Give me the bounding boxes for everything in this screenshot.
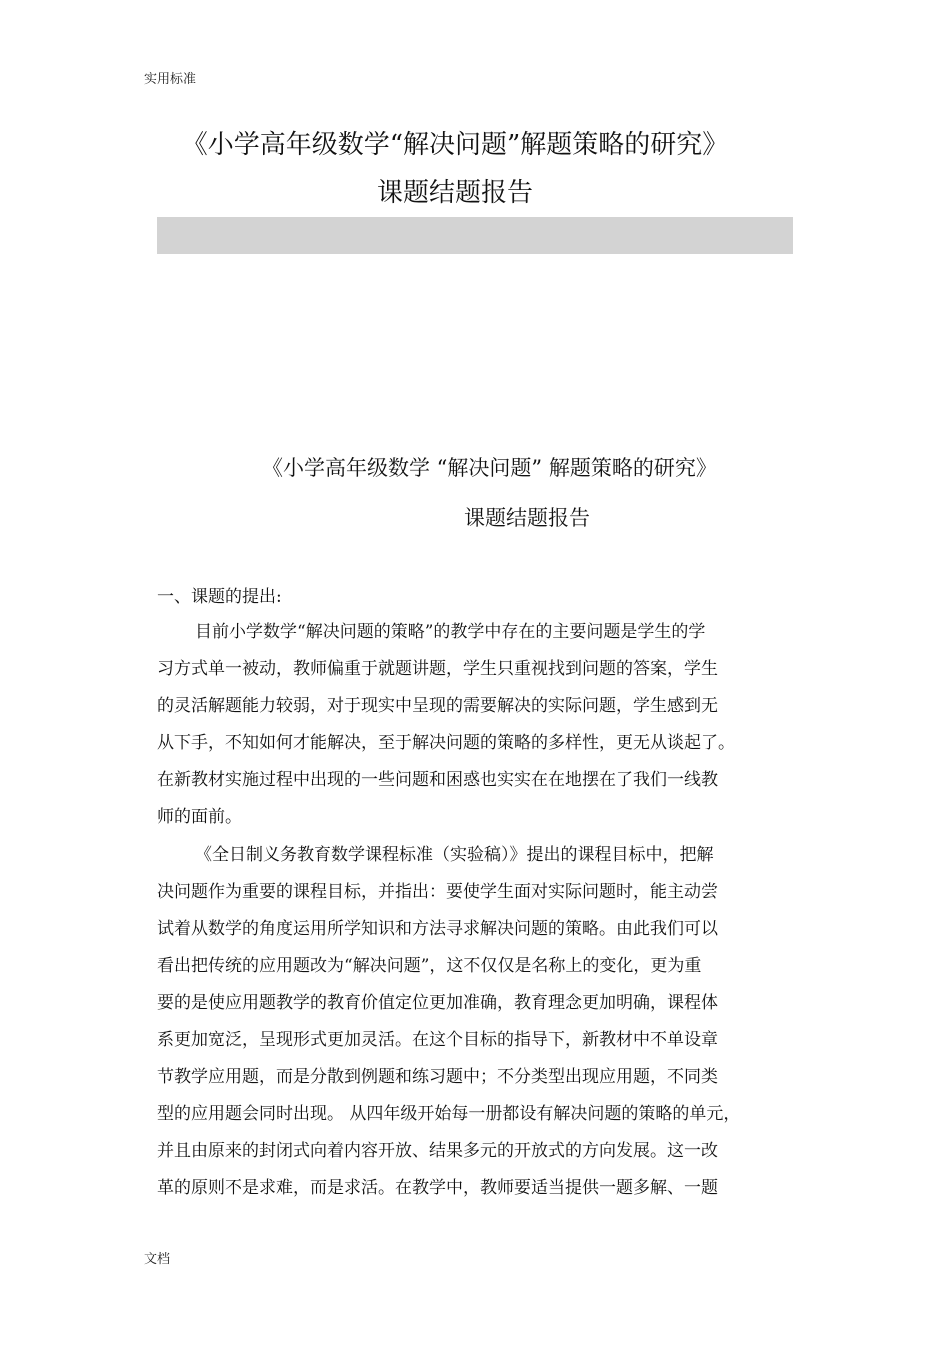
main-title-line1: 《小学高年级数学“解决问题”解题策略的研究》 (181, 130, 729, 160)
paragraph-line: 系更加宽泛，呈现形式更加灵活。在这个目标的指导下，新教材中不单设章 (157, 1030, 718, 1050)
paragraph-line: 试着从数学的角度运用所学知识和方法寻求解决问题的策略。由此我们可以 (157, 919, 718, 939)
paragraph-line: 革的原则不是求难，而是求活。在教学中，教师要适当提供一题多解、一题 (157, 1178, 718, 1198)
paragraph-line: 型的应用题会同时出现。 从四年级开始每一册都设有解决问题的策略的单元， (157, 1104, 741, 1124)
sub-title-line2: 课题结题报告 (464, 506, 590, 530)
paragraph-line: 并且由原来的封闭式向着内容开放、结果多元的开放式的方向发展。这一改 (157, 1141, 718, 1161)
paragraph-line: 看出把传统的应用题改为“解决问题”，这不仅仅是名称上的变化，更为重 (157, 956, 702, 976)
paragraph-line: 目前小学数学“解决问题的策略”的教学中存在的主要问题是学生的学 (195, 622, 706, 642)
paragraph-line: 的灵活解题能力较弱，对于现实中呈现的需要解决的实际问题，学生感到无 (157, 696, 718, 716)
section-heading: 一、课题的提出: (157, 587, 282, 607)
sub-title-line1: 《小学高年级数学 “解决问题” 解题策略的研究》 (262, 456, 717, 480)
paragraph-line: 师的面前。 (157, 807, 242, 827)
paragraph-line: 在新教材实施过程中出现的一些问题和困惑也实实在在地摆在了我们一线教 (157, 770, 718, 790)
paragraph-line: 节教学应用题，而是分散到例题和练习题中；不分类型出现应用题，不同类 (157, 1067, 718, 1087)
paragraph-line: 《全日制义务教育数学课程标准（实验稿）》提出的课程目标中，把解 (195, 845, 714, 865)
paragraph-line: 要的是使应用题教学的教育价值定位更加准确，教育理念更加明确，课程体 (157, 993, 718, 1013)
grey-divider-band (157, 217, 793, 254)
paragraph-line: 从下手，不知如何才能解决，至于解决问题的策略的多样性，更无从谈起了。 (157, 733, 735, 753)
footer-note: 文档 (144, 1252, 171, 1267)
paragraph-line: 习方式单一被动，教师偏重于就题讲题，学生只重视找到问题的答案，学生 (157, 659, 718, 679)
main-title-line2: 课题结题报告 (376, 178, 533, 208)
paragraph-line: 决问题作为重要的课程目标，并指出：要使学生面对实际问题时，能主动尝 (157, 882, 718, 902)
header-note: 实用标准 (144, 72, 197, 87)
